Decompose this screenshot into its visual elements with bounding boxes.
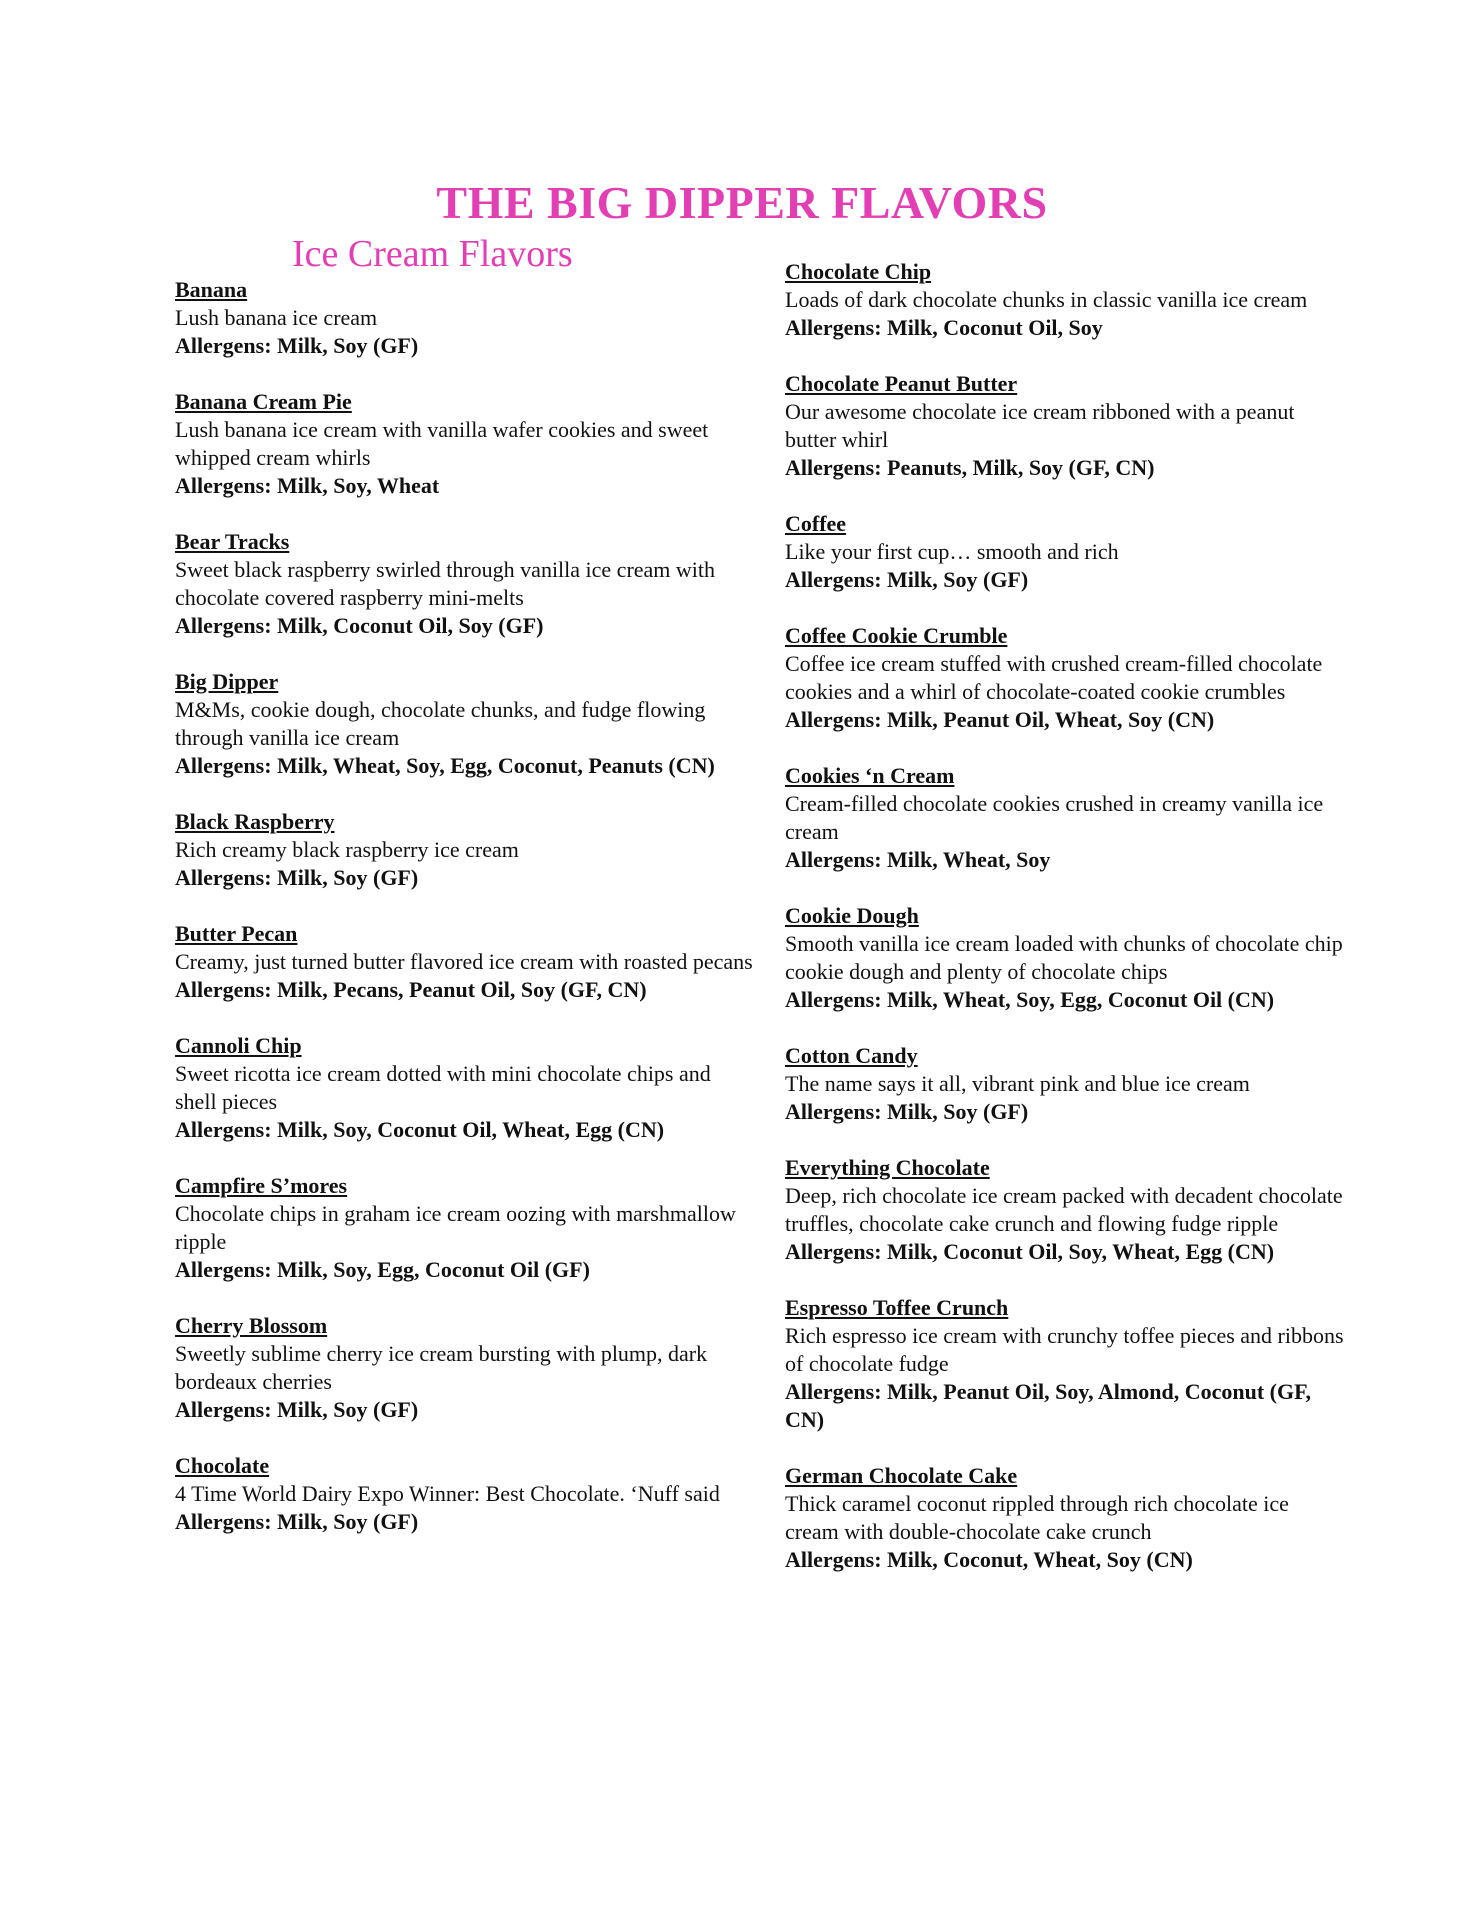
flavor-entry [785, 1462, 1345, 1574]
flavor-allergens: Allergens: Milk, Soy (GF) [175, 333, 419, 358]
flavor-name: Butter Pecan [175, 921, 298, 946]
flavor-name: Cookies ‘n Cream [785, 763, 955, 788]
flavor-description: Creamy, just turned butter flavored ice cream with roasted pecans [175, 949, 753, 974]
flavor-entry [785, 1154, 1345, 1266]
flavor-allergens: Allergens: Milk, Peanut Oil, Wheat, Soy (CN) [785, 707, 1215, 732]
flavor-entry [785, 1042, 1345, 1126]
flavor-description: Cream-filled chocolate cookies crushed in creamy vanilla ice cream [785, 791, 1324, 844]
flavor-name: Cotton Candy [785, 1043, 918, 1068]
flavor-allergens: Allergens: Milk, Soy (GF) [175, 865, 419, 890]
flavor-name: Cherry Blossom [175, 1313, 328, 1338]
left-flavor-column [175, 276, 755, 1564]
section-subtitle: Ice Cream Flavors [292, 233, 573, 275]
flavor-name: Bear Tracks [175, 529, 290, 554]
flavor-name: German Chocolate Cake [785, 1463, 1018, 1488]
flavor-entry [175, 1452, 755, 1536]
flavor-allergens: Allergens: Milk, Soy, Wheat [175, 473, 440, 498]
flavor-name: Campfire S’mores [175, 1173, 348, 1198]
flavor-name: Cookie Dough [785, 903, 919, 928]
flavor-entry [175, 1172, 755, 1284]
flavor-allergens: Allergens: Milk, Soy (GF) [175, 1509, 419, 1534]
flavor-allergens: Allergens: Milk, Wheat, Soy, Egg, Coconut, Peanuts (CN) [175, 753, 715, 778]
flavor-entry [785, 1294, 1345, 1434]
page-title: THE BIG DIPPER FLAVORS [436, 177, 1048, 228]
flavor-description: Smooth vanilla ice cream loaded with chunks of chocolate chip cookie dough and plenty of chocolate chips [785, 931, 1343, 984]
flavor-name: Banana [175, 277, 248, 302]
flavor-name: Espresso Toffee Crunch [785, 1295, 1009, 1320]
flavor-name: Chocolate Chip [785, 259, 932, 284]
flavor-entry [175, 276, 755, 360]
flavor-entry [175, 808, 755, 892]
flavor-allergens: Allergens: Peanuts, Milk, Soy (GF, CN) [785, 455, 1155, 480]
flavor-allergens: Allergens: Milk, Soy, Coconut Oil, Wheat, Egg (CN) [175, 1117, 665, 1142]
flavor-name: Cannoli Chip [175, 1033, 302, 1058]
flavor-description: Our awesome chocolate ice cream ribboned with a peanut butter whirl [785, 399, 1295, 452]
flavor-description: Rich creamy black raspberry ice cream [175, 837, 519, 862]
right-flavor-column [785, 258, 1345, 1602]
flavor-description: Lush banana ice cream [175, 305, 378, 330]
flavor-description: Chocolate chips in graham ice cream oozing with marshmallow ripple [175, 1201, 736, 1254]
flavor-entry [175, 528, 755, 640]
flavor-name: Banana Cream Pie [175, 389, 352, 414]
flavor-description: Deep, rich chocolate ice cream packed with decadent chocolate truffles, chocolate cake crunch and flowing fudge ripple [785, 1183, 1343, 1236]
flavor-allergens: Allergens: Milk, Soy (GF) [175, 1397, 419, 1422]
flavor-entry [175, 668, 755, 780]
flavor-name: Big Dipper [175, 669, 279, 694]
flavor-description: Rich espresso ice cream with crunchy toffee pieces and ribbons of chocolate fudge [785, 1323, 1344, 1376]
flavor-allergens: Allergens: Milk, Pecans, Peanut Oil, Soy (GF, CN) [175, 977, 647, 1002]
flavor-description: 4 Time World Dairy Expo Winner: Best Chocolate. ‘Nuff said [175, 1481, 720, 1506]
flavor-allergens: Allergens: Milk, Coconut Oil, Soy [785, 315, 1103, 340]
flavor-entry [175, 1312, 755, 1424]
flavor-entry [175, 388, 755, 500]
flavor-entry [785, 258, 1345, 342]
flavor-description: Lush banana ice cream with vanilla wafer cookies and sweet whipped cream whirls [175, 417, 709, 470]
flavor-entry [785, 370, 1345, 482]
flavor-allergens: Allergens: Milk, Wheat, Soy [785, 847, 1051, 872]
flavor-name: Everything Chocolate [785, 1155, 990, 1180]
flavor-name: Chocolate Peanut Butter [785, 371, 1018, 396]
flavor-allergens: Allergens: Milk, Soy, Egg, Coconut Oil (GF) [175, 1257, 590, 1282]
flavor-allergens: Allergens: Milk, Soy (GF) [785, 567, 1029, 592]
flavor-name: Chocolate [175, 1453, 270, 1478]
flavor-entry [785, 510, 1345, 594]
flavor-description: The name says it all, vibrant pink and blue ice cream [785, 1071, 1250, 1096]
flavor-allergens: Allergens: Milk, Wheat, Soy, Egg, Coconut Oil (CN) [785, 987, 1275, 1012]
flavor-allergens: Allergens: Milk, Soy (GF) [785, 1099, 1029, 1124]
flavor-name: Black Raspberry [175, 809, 335, 834]
flavor-entry [175, 1032, 755, 1144]
flavor-description: Thick caramel coconut rippled through rich chocolate ice cream with double-chocolate cake crunch [785, 1491, 1289, 1544]
flavor-description: Sweet ricotta ice cream dotted with mini chocolate chips and shell pieces [175, 1061, 711, 1114]
flavor-description: M&Ms, cookie dough, chocolate chunks, and fudge flowing through vanilla ice cream [175, 697, 706, 750]
flavor-description: Coffee ice cream stuffed with crushed cream-filled chocolate cookies and a whirl of chocolate-coated cookie crumbles [785, 651, 1323, 704]
flavor-entry [175, 920, 755, 1004]
flavor-allergens: Allergens: Milk, Coconut Oil, Soy (GF) [175, 613, 544, 638]
flavor-entry [785, 622, 1345, 734]
flavor-allergens: Allergens: Milk, Peanut Oil, Soy, Almond, Coconut (GF, CN) [785, 1379, 1312, 1432]
flavor-entry [785, 762, 1345, 874]
flavor-description: Sweet black raspberry swirled through vanilla ice cream with chocolate covered raspberry mini-melts [175, 557, 716, 610]
flavor-name: Coffee [785, 511, 847, 536]
flavor-description: Sweetly sublime cherry ice cream bursting with plump, dark bordeaux cherries [175, 1341, 708, 1394]
flavor-description: Loads of dark chocolate chunks in classic vanilla ice cream [785, 287, 1308, 312]
flavor-name: Coffee Cookie Crumble [785, 623, 1008, 648]
flavor-description: Like your first cup… smooth and rich [785, 539, 1119, 564]
flavor-allergens: Allergens: Milk, Coconut Oil, Soy, Wheat, Egg (CN) [785, 1239, 1275, 1264]
flavor-allergens: Allergens: Milk, Coconut, Wheat, Soy (CN) [785, 1547, 1193, 1572]
flavor-entry [785, 902, 1345, 1014]
